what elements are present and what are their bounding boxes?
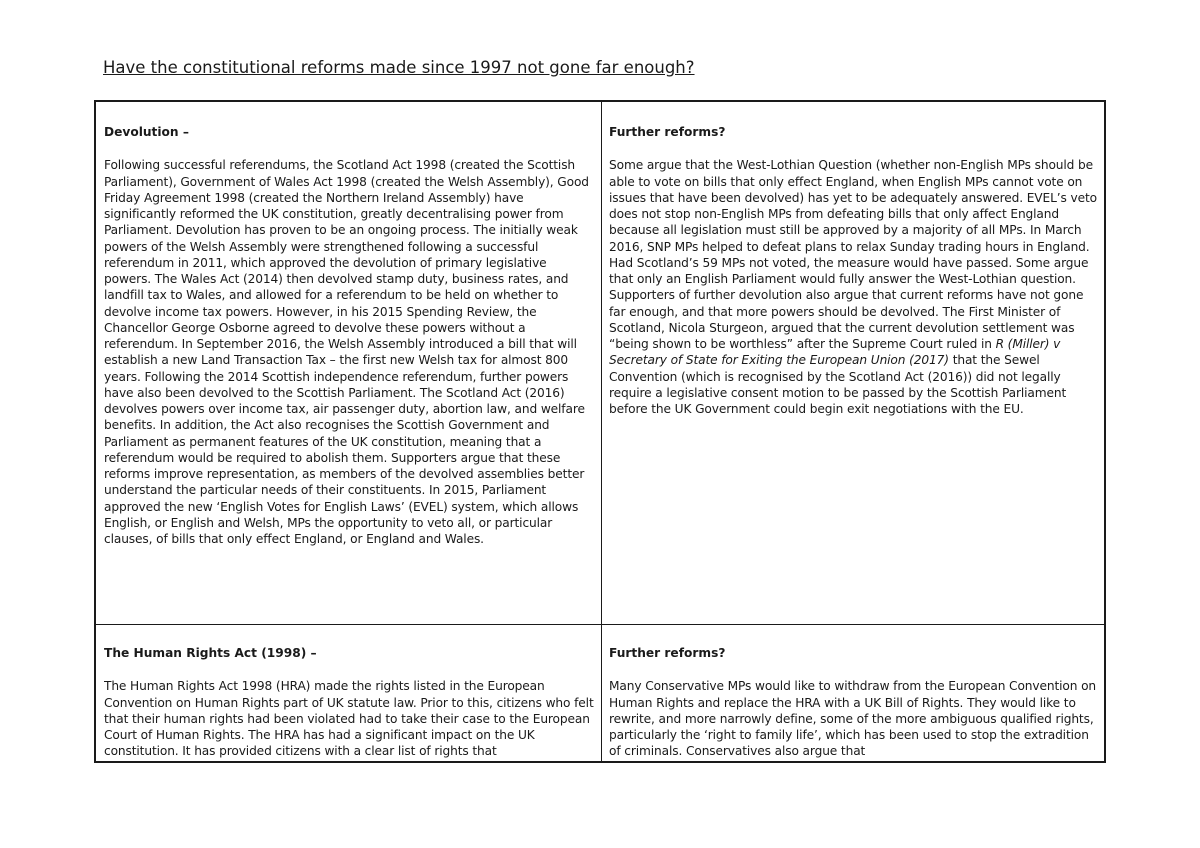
hra-further-reforms-cell (609, 645, 1099, 763)
devolution-further-reforms-cell (609, 124, 1099, 620)
row-divider (96, 624, 1104, 625)
devolution-further-reforms-body (609, 157, 1099, 417)
devolution-body: Following successful referendums, the Scotland Act 1998 (created the Scottish Parliament), Government of Wales Act 1998 (created the Welsh Assembly), Good Friday Agreement 1998 (created the Northern Ireland Assembly) have significantly reformed the UK constitution, greatly decentralising power from Parliament. Devolution has proven to be an ongoing process. The initially weak powers of the Welsh Assembly were strengthened following a successful referendum in 2011, which approved the devolution of primary legislative powers. The Wales Act (2014) then devolved stamp duty, business rates, and landfill tax to Wales, and allowed for a referendum to be held on whether to devolve income tax powers. However, in his 2015 Spending Review, the Chancellor George Osborne agreed to devolve these powers without a referendum. In September 2016, the Welsh Assembly introduced a bill that will establish a new Land Transaction Tax – the first new Welsh tax for almost 800 years. Following the 2014 Scottish independence referendum, further powers have also been devolved to the Scottish Parliament. The Scotland Act (2016) devolves powers over income tax, air passenger duty, abortion law, and welfare benefits. In addition, the Act also recognises the Scottish Government and Parliament as permanent features of the UK constitution, meaning that a referendum would be required to abolish them. Supporters argue that these reforms improve representation, as members of the devolved assemblies better understand the particular needs of their constituents. In 2015, Parliament approved the new ‘English Votes for English Laws’ (EVEL) system, which allows English, or English and Welsh, MPs the opportunity to veto all, or particular clauses, of bills that only effect England, or England and Wales. (104, 158, 589, 546)
human-rights-act-body: The Human Rights Act 1998 (HRA) made the rights listed in the European Convention on Human Rights part of UK statute law. Prior to this, citizens who felt that their human rights had been violated had to take their case to the European Court of Human Rights. The HRA has had a significant impact on the UK constitution. It has provided citizens with a clear list of rights that (104, 679, 594, 759)
page-title: Have the constitutional reforms made since 1997 not gone far enough? (103, 58, 695, 77)
devolution-further-reforms-heading: Further reforms? (609, 125, 726, 139)
hra-further-reforms-heading: Further reforms? (609, 646, 726, 660)
case-citation: R (Miller) v Secretary of State for Exiting the European Union (2017) (609, 337, 1061, 368)
further-reforms-text-before: Some argue that the West-Lothian Question (whether non-English MPs should be able to vote on bills that only effect England, when English MPs cannot vote on issues that have been devolved) has yet to be adequately answered. EVEL’s veto does not stop non-English MPs from defeating bills that only affect England because all legislation must still be approved by a majority of all MPs. In March 2016, SNP MPs helped to defeat plans to relax Sunday trading hours in England. Had Scotland’s 59 MPs not voted, the measure would have passed. Some argue that only an English Parliament would fully answer the West-Lothian question. Supporters of further devolution also argue that current reforms have not gone far enough, and that more powers should be devolved. The First Minister of Scotland, Nicola Sturgeon, argued that the current devolution settlement was “being shown to be worthless” after the Supreme Court ruled in (609, 158, 1097, 351)
hra-further-reforms-body: Many Conservative MPs would like to withdraw from the European Convention on Human Rights and replace the HRA with a UK Bill of Rights. They would like to rewrite, and more narrowly define, some of the more ambiguous qualified rights, particularly the ‘right to family life’, which has been used to stop the extradition of criminals. Conservatives also argue that (609, 679, 1097, 759)
devolution-heading: Devolution – (104, 125, 189, 139)
column-divider (601, 102, 602, 761)
reforms-table (94, 100, 1106, 763)
devolution-cell (104, 124, 594, 620)
human-rights-act-cell (104, 645, 594, 763)
further-reforms-text-after: that the Sewel Convention (which is recognised by the Scotland Act (2016)) did not legally require a legislative consent motion to be passed by the Scottish Parliament before the UK Government could begin exit negotiations with the EU. (609, 353, 1067, 416)
human-rights-act-heading: The Human Rights Act (1998) – (104, 646, 317, 660)
